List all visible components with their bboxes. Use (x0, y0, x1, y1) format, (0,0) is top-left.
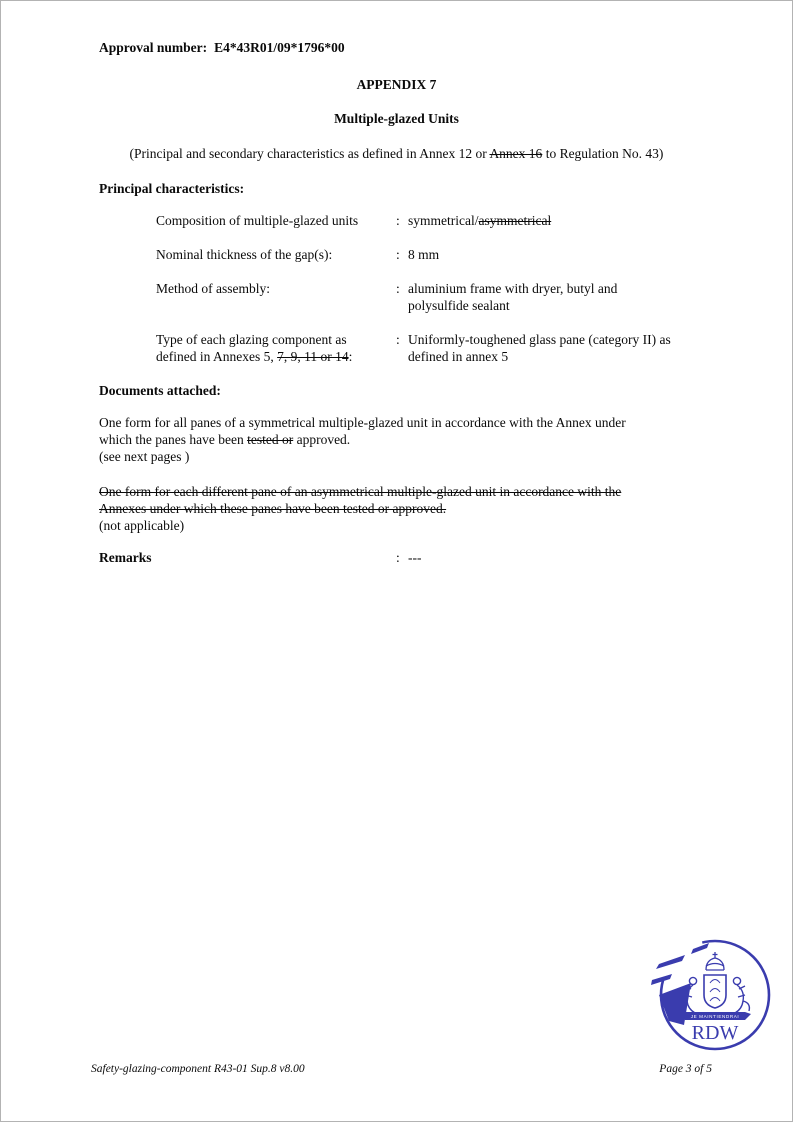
characteristic-colon: : (396, 247, 400, 262)
rdw-logo-graphic (651, 937, 775, 1051)
characteristic-row-composition (156, 212, 718, 229)
motto-text: JE MAINTIENDRAI (690, 1014, 740, 1020)
documents-attached-heading: Documents attached: (99, 383, 221, 398)
paragraph-asymmetrical-form: One form for each different pane of an asymmetrical multiple-glazed unit in accordance with the Annexes under which these panes have been tested or approved. (99, 484, 622, 516)
crown-icon (706, 952, 724, 970)
remarks-value: --- (408, 550, 422, 565)
characteristic-value: aluminium frame with dryer, butyl and polysulfide sealant (408, 281, 618, 313)
footer-version: Safety-glazing-component R43-01 Sup.8 v8.00 (91, 1063, 305, 1075)
rdw-wordmark: RDW (691, 1022, 739, 1044)
rdw-logo (651, 937, 775, 1051)
characteristic-colon: : (396, 332, 400, 347)
footer-page-number: Page 3 of 5 (659, 1063, 712, 1075)
characteristic-label: Method of assembly: (156, 281, 270, 296)
lion-right-icon (733, 977, 749, 1015)
characteristics-table (156, 212, 718, 365)
characteristic-colon: : (396, 213, 400, 228)
characteristic-value: 8 mm (408, 247, 440, 262)
intro-line: (Principal and secondary characteristics as defined in Annex 12 or Annex 16 to Regulation No. 43) (129, 146, 664, 161)
characteristic-label: Type of each glazing component as defined in Annexes 5, 7, 9, 11 or 14: (156, 332, 353, 364)
approval-number-line (99, 39, 345, 56)
appendix-title: APPENDIX 7 (356, 77, 437, 92)
characteristic-value: symmetrical/asymmetrical (408, 213, 552, 228)
principal-characteristics-heading: Principal characteristics: (99, 181, 245, 196)
approval-number-label: Approval number: (99, 40, 208, 55)
characteristic-label: Nominal thickness of the gap(s): (156, 247, 333, 262)
document-subtitle: Multiple-glazed Units (334, 111, 459, 126)
remarks-colon: : (396, 550, 400, 565)
see-next-pages-note: (see next pages ) (99, 449, 190, 464)
remarks-row (99, 549, 717, 566)
motto-banner (679, 1012, 751, 1020)
not-applicable-note: (not applicable) (99, 518, 185, 533)
remarks-label: Remarks (99, 550, 152, 565)
characteristic-row-assembly (156, 280, 718, 314)
characteristic-colon: : (396, 281, 400, 296)
paragraph-symmetrical-form: One form for all panes of a symmetrical multiple-glazed unit in accordance with the Annex under which the panes have been tested or approved. (99, 415, 626, 447)
characteristic-row-glazing-type (156, 331, 718, 365)
characteristic-label: Composition of multiple-glazed units (156, 213, 359, 228)
approval-number-value: E4*43R01/09*1796*00 (214, 40, 345, 55)
characteristic-row-gap-thickness (156, 246, 718, 263)
characteristic-value: Uniformly-toughened glass pane (category II) as defined in annex 5 (408, 332, 671, 364)
